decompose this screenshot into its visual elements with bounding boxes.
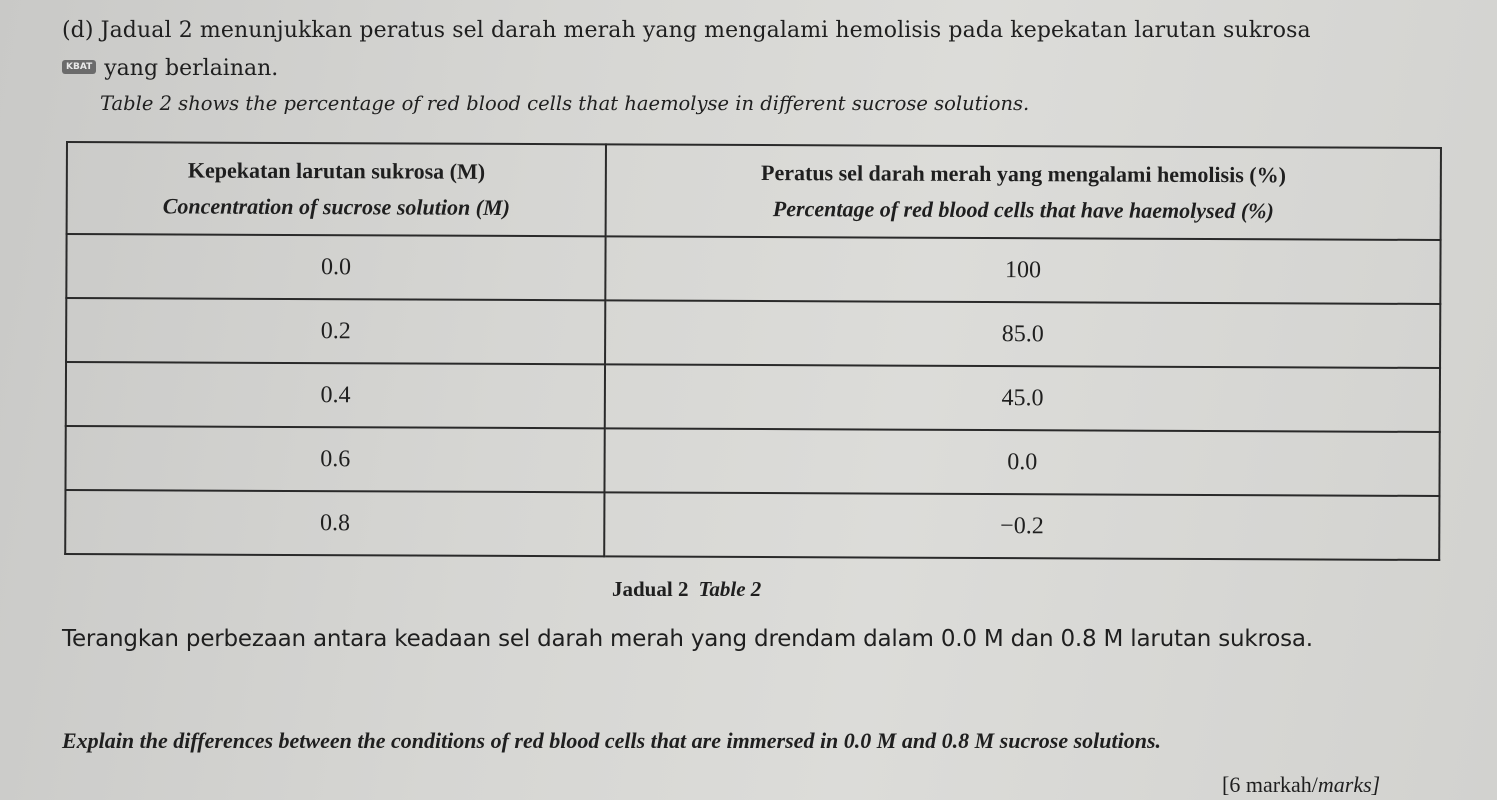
table-row <box>66 234 1440 304</box>
header-concentration-en: Concentration of sucrose solution (M) <box>162 193 510 220</box>
cell-percentage: 85.0 <box>605 300 1440 368</box>
table-header-row <box>67 142 1441 240</box>
cell-concentration: 0.2 <box>66 298 606 364</box>
table-caption-en: Table 2 <box>698 577 762 601</box>
marks-allocation <box>1222 772 1380 798</box>
table-caption-ms: Jadual 2 <box>612 577 689 601</box>
header-concentration <box>67 142 607 236</box>
question-intro-ms <box>62 18 1311 43</box>
cell-percentage: 45.0 <box>605 364 1440 432</box>
table-caption <box>612 577 761 602</box>
cell-concentration: 0.4 <box>66 362 606 428</box>
cell-percentage: 100 <box>606 236 1441 304</box>
marks-ms: [6 markah/ <box>1222 772 1318 797</box>
data-table <box>64 141 1442 561</box>
table-row <box>65 490 1439 560</box>
table-row <box>65 426 1439 496</box>
cell-concentration: 0.8 <box>65 490 605 556</box>
table-row <box>66 298 1440 368</box>
prompt-ms: Terangkan perbezaan antara keadaan sel darah merah yang drendam dalam 0.0 M dan 0.8 M larutan sukrosa. <box>62 626 1313 652</box>
question-intro-ms-cont <box>62 56 278 81</box>
marks-en: marks] <box>1317 772 1381 797</box>
question-intro-ms-line2: yang berlainan. <box>104 56 279 81</box>
header-percentage-en: Percentage of red blood cells that have haemolysed (%) <box>772 196 1274 224</box>
kbat-badge: KBAT <box>62 60 96 74</box>
cell-concentration: 0.0 <box>66 234 606 300</box>
table-row <box>66 362 1440 432</box>
cell-concentration: 0.6 <box>65 426 605 492</box>
question-intro-ms-line1: Jadual 2 menunjukkan peratus sel darah merah yang mengalami hemolisis pada kepekatan larutan sukrosa <box>100 18 1311 43</box>
cell-percentage: 0.0 <box>605 428 1440 496</box>
prompt-en: Explain the differences between the conditions of red blood cells that are immersed in 0.0 M and 0.8 M sucrose solutions. <box>62 728 1162 753</box>
question-label: (d) <box>62 18 94 43</box>
question-intro-en: Table 2 shows the percentage of red blood cells that haemolyse in different sucrose solutions. <box>100 92 1030 115</box>
cell-percentage: −0.2 <box>604 492 1439 560</box>
header-percentage <box>606 144 1441 240</box>
header-percentage-ms: Peratus sel darah merah yang mengalami hemolisis (%) <box>761 160 1287 188</box>
header-concentration-ms: Kepekatan larutan sukrosa (M) <box>187 157 486 184</box>
